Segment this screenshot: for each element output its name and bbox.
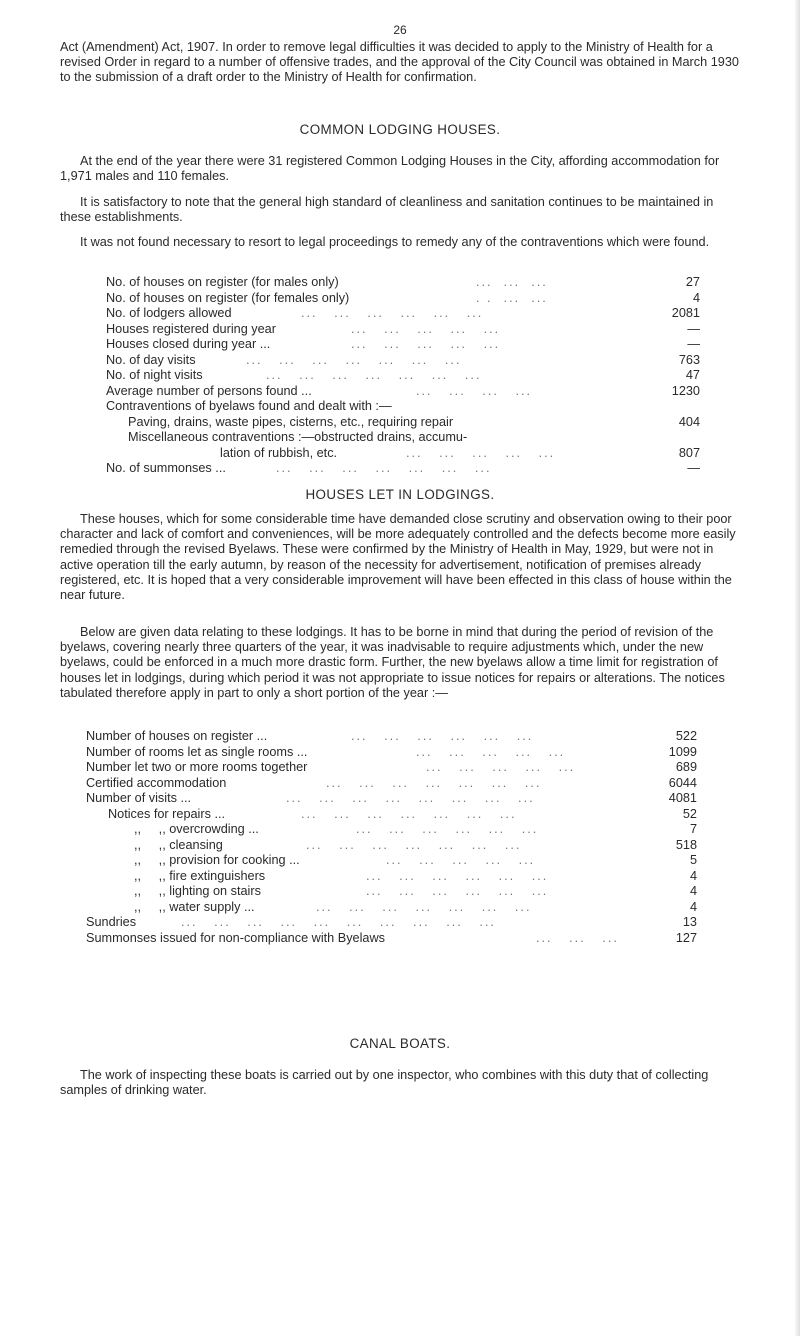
stat-row (86, 900, 697, 916)
leader-dots: ... ... ... ... ... (416, 744, 566, 759)
leader-dots: ... ... ... (536, 930, 619, 945)
stat-row (86, 931, 697, 947)
leader-dots: ... ... ... ... ... ... ... (316, 899, 532, 914)
stat-row (86, 745, 697, 761)
stat-value: 6044 (668, 775, 697, 790)
stat-row (106, 446, 700, 462)
stat-label: No. of day visits (106, 352, 196, 367)
stat-row (106, 322, 700, 338)
leader-dots: ... ... ... ... ... (426, 760, 576, 774)
stat-value: — (687, 337, 700, 351)
stat-value: 763 (678, 352, 700, 367)
stat-value: 1230 (671, 383, 700, 398)
common-paragraph-2: It is satisfactory to note that the general high standard of cleanliness and sanitation continues to be maintained in these establishments. (60, 195, 714, 225)
stat-value: 4081 (668, 791, 697, 805)
heading-common-lodging-houses: COMMON LODGING HOUSES. (299, 122, 501, 137)
stat-value: 5 (689, 853, 697, 867)
stat-row (86, 729, 697, 745)
stat-value: 522 (675, 729, 697, 743)
stat-label: ,, ,, lighting on stairs (134, 884, 261, 898)
stat-value: 27 (685, 275, 700, 289)
stat-value: 7 (689, 822, 697, 836)
leader-dots: ... ... ... ... ... ... (301, 306, 484, 320)
stat-value: 52 (682, 806, 697, 821)
stat-label: No. of summonses ... (106, 461, 226, 475)
leader-dots: ... ... ... ... ... ... ... (301, 806, 517, 821)
common-paragraph-1: At the end of the year there were 31 registered Common Lodging Houses in the City, affording accommodation for 1,971 males and 110 females. (60, 154, 720, 184)
stat-row (106, 306, 700, 322)
stat-row (106, 353, 700, 369)
stat-row (86, 915, 697, 931)
stat-value: 807 (678, 445, 700, 460)
leader-dots: ... ... ... ... ... ... ... (306, 837, 522, 852)
stat-label: Average number of persons found ... (106, 383, 312, 398)
stat-label: Summonses issued for non-compliance with Byelaws (86, 930, 385, 945)
stat-row (106, 337, 700, 353)
stat-label: Miscellaneous contraventions :—obstructed drains, accumu- (128, 430, 468, 444)
stat-label: Sundries (86, 915, 137, 929)
stat-row (106, 384, 700, 400)
stat-value: 404 (678, 414, 700, 429)
stat-label: Paving, drains, waste pipes, cisterns, etc., requiring repair (128, 414, 454, 429)
leader-dots: ... ... ... ... ... ... ... ... (286, 791, 535, 805)
stat-label: ,, ,, cleansing (134, 837, 223, 852)
scan-edge-shadow (794, 0, 800, 1336)
leader-dots: ... ... ... ... ... ... ... (276, 461, 492, 475)
heading-houses-let-in-lodgings: HOUSES LET IN LODGINGS. (305, 487, 495, 502)
stat-label: No. of houses on register (for females only) (106, 290, 350, 305)
page-number: 26 (393, 23, 407, 37)
stat-value: — (687, 321, 700, 336)
leader-dots: ... ... ... ... ... ... ... (266, 368, 482, 382)
common-lodging-stats-list (106, 275, 700, 477)
stat-label: No. of houses on register (for males only) (106, 275, 339, 289)
stat-row (106, 461, 700, 477)
leader-dots: ... ... ... ... ... ... (356, 822, 539, 836)
stat-label: Notices for repairs ... (108, 806, 226, 821)
stat-label: No. of lodgers allowed (106, 306, 232, 320)
stat-row (106, 430, 700, 446)
stat-label: ,, ,, provision for cooking ... (134, 853, 300, 867)
leader-dots: ... ... ... ... ... (351, 337, 501, 351)
stat-label: Certified accommodation (86, 775, 227, 790)
stat-row (86, 807, 697, 823)
stat-label: Houses registered during year (106, 321, 276, 336)
stat-label: ,, ,, overcrowding ... (134, 822, 259, 836)
intro-paragraph: Act (Amendment) Act, 1907. In order to remove legal difficulties it was decided to apply to the Ministry of Health for a revised Order in regard to a number of offensive trades, and the approval of the City Council was obtained in March 1930 to the submission of a draft order to the Ministry of Health for confirmation. (60, 40, 739, 85)
stat-row (106, 415, 700, 431)
stat-value: 2081 (671, 306, 700, 320)
leader-dots: ... ... ... ... ... (406, 445, 556, 460)
stat-value: 4 (689, 884, 697, 898)
lodgings-stats-list (86, 729, 697, 946)
canal-paragraph-1: The work of inspecting these boats is carried out by one inspector, who combines with this duty that of collecting samples of drinking water. (60, 1068, 709, 1098)
leader-dots: ... ... ... ... ... ... (366, 884, 549, 898)
stat-label: No. of night visits (106, 368, 203, 382)
leader-dots: ... ... ... ... ... (351, 321, 501, 336)
stat-row (86, 822, 697, 838)
stat-value: 1099 (668, 744, 697, 759)
stat-value: 127 (675, 930, 697, 945)
stat-label: Number of rooms let as single rooms ... (86, 744, 308, 759)
stat-label: Number of visits ... (86, 791, 192, 805)
stat-label: Number of houses on register ... (86, 729, 268, 743)
leader-dots: ... ... ... ... ... (386, 853, 536, 867)
stat-row (86, 838, 697, 854)
stat-row (106, 291, 700, 307)
stat-label: Contraventions of byelaws found and dealt with :— (106, 399, 392, 413)
stat-label: ,, ,, water supply ... (134, 899, 255, 914)
common-paragraph-3: It was not found necessary to resort to legal proceedings to remedy any of the contraventions which were found. (80, 235, 710, 249)
stat-row (86, 869, 697, 885)
stat-row (86, 853, 697, 869)
stat-value: 13 (682, 915, 697, 929)
stat-row (86, 776, 697, 792)
stat-value: — (687, 461, 700, 475)
leader-dots: ... ... ... ... ... ... ... (246, 352, 462, 367)
stat-row (106, 275, 700, 291)
leader-dots: ... ... ... ... ... ... ... (326, 775, 542, 790)
stat-value: 689 (675, 760, 697, 774)
stat-label: lation of rubbish, etc. (220, 445, 338, 460)
leader-dots: ... ... ... (476, 275, 548, 289)
stat-row (86, 791, 697, 807)
stat-label: ,, ,, fire extinguishers (134, 868, 266, 883)
stat-value: 4 (689, 868, 697, 883)
stat-label: Number let two or more rooms together (86, 760, 308, 774)
heading-canal-boats: CANAL BOATS. (349, 1036, 451, 1051)
leader-dots: ... ... ... ... ... ... (351, 729, 534, 743)
stat-value: 4 (689, 899, 697, 914)
leader-dots: ... ... ... ... (416, 383, 533, 398)
stat-value: 4 (692, 290, 700, 305)
lodgings-paragraph-1: These houses, which for some considerable time have demanded close scrutiny and observation owing to their poor character and lack of comfort and conveniences, will be more adequately controlled and the defects become more easily remedied through the revised Byelaws. These were confirmed by the Ministry of Health in May, 1929, but were not in active operation till the early autumn, by reason of the necessity for advertisement, notification of premises already registered, etc. It is hoped that a very considerable improvement will have been effected in this class of house within the near future. (60, 512, 736, 603)
stat-row (106, 399, 700, 415)
stat-row (106, 368, 700, 384)
stat-value: 47 (685, 368, 700, 382)
stat-row (86, 760, 697, 776)
stat-row (86, 884, 697, 900)
lodgings-paragraph-2: Below are given data relating to these lodgings. It has to be borne in mind that during the period of revision of the byelaws, covering nearly three quarters of the year, it was inadvisable to require adjustments which, under the new byelaws, could be enforced in a much more drastic form. Further, the new byelaws allow a time limit for registration of houses let in lodgings, during which period it was not appropriate to issue notices for repairs or alterations. The notices tabulated therefore apply in part to only a short portion of the year :— (60, 625, 725, 700)
leader-dots: . . ... ... (476, 290, 548, 305)
stat-label: Houses closed during year ... (106, 337, 271, 351)
leader-dots: ... ... ... ... ... ... (366, 868, 549, 883)
stat-value: 518 (675, 837, 697, 852)
leader-dots: ... ... ... ... ... ... ... ... ... ... (181, 915, 496, 929)
